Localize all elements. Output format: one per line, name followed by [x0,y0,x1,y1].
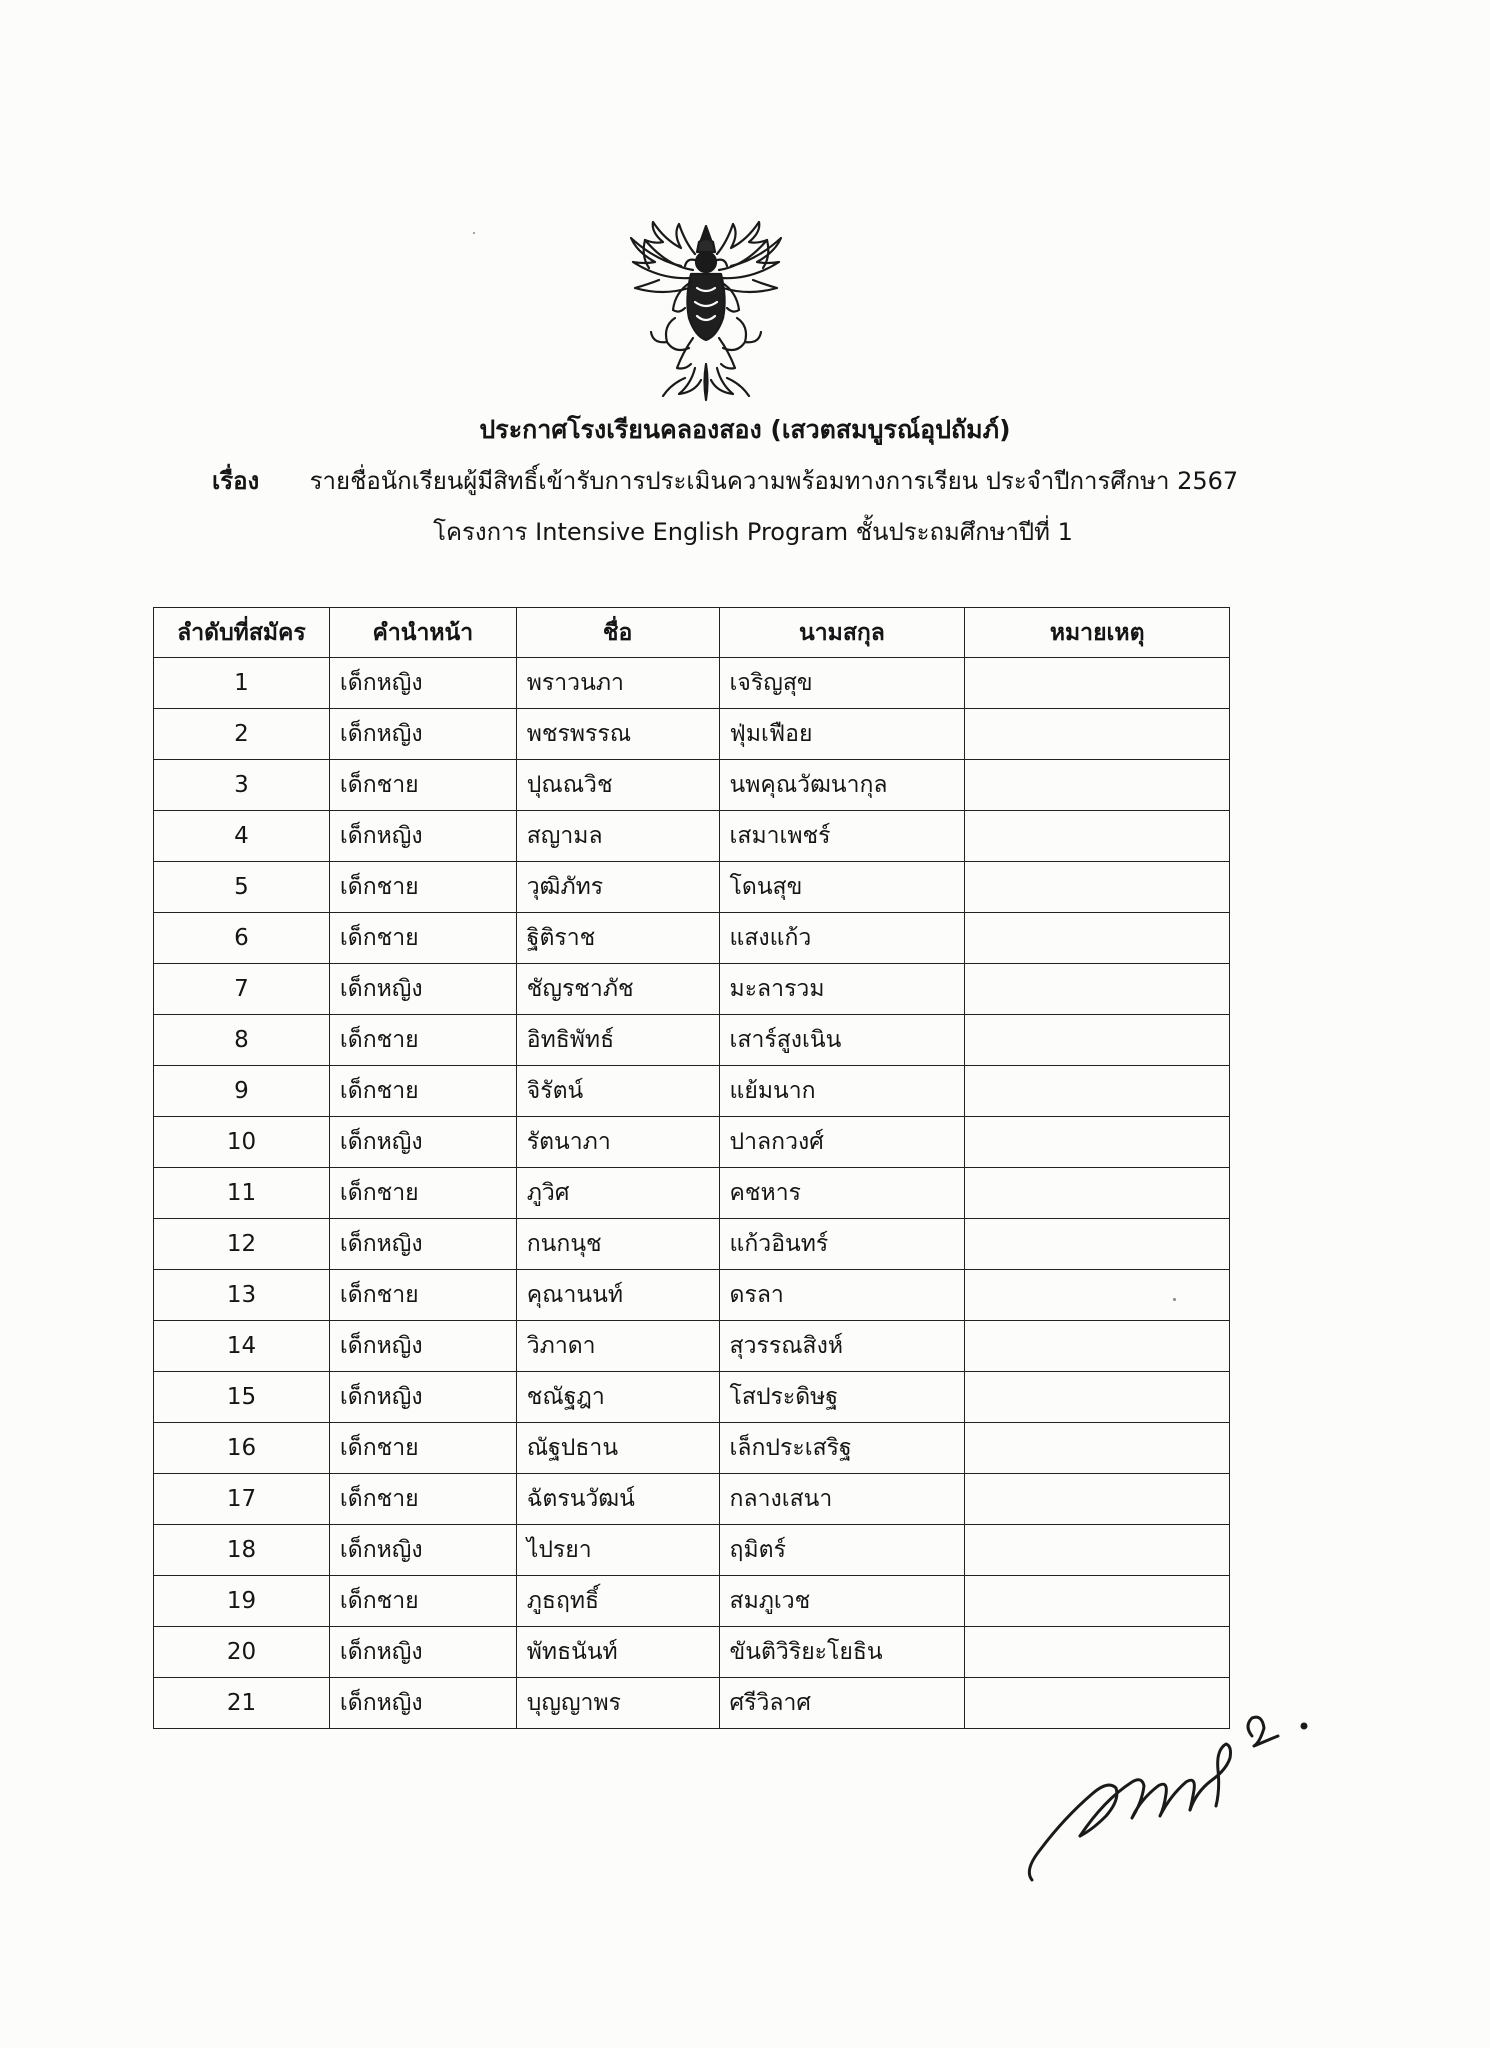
project-line: โครงการ Intensive English Program ชั้นประถมศึกษาปีที่ 1 [433,518,1073,546]
cell-remarks [965,964,1230,1015]
cell-remarks [965,1219,1230,1270]
cell-first-name: อิทธิพัทธ์ [516,1015,719,1066]
cell-first-name: ฉัตรนวัฒน์ [516,1474,719,1525]
cell-last-name: ปาลกวงศ์ [719,1117,965,1168]
cell-first-name: พชรพรรณ [516,709,719,760]
subject-row [212,461,1238,501]
table-row [154,1066,1230,1117]
cell-application-number: 17 [154,1474,330,1525]
cell-remarks [965,1525,1230,1576]
handwritten-signature [1020,1670,1330,1900]
cell-first-name: ฐิติราช [516,913,719,964]
subject-text: รายชื่อนักเรียนผู้มีสิทธิ์เข้ารับการประเมินความพร้อมทางการเรียน ประจำปีการศึกษา 2567 [309,467,1239,495]
cell-first-name: ภูวิศ [516,1168,719,1219]
header-remarks: หมายเหตุ [965,608,1230,658]
cell-application-number: 12 [154,1219,330,1270]
table-row [154,658,1230,709]
garuda-emblem-icon [615,218,797,403]
table-row [154,760,1230,811]
table-row [154,1321,1230,1372]
cell-application-number: 1 [154,658,330,709]
table-row [154,1270,1230,1321]
cell-prefix: เด็กชาย [329,913,516,964]
cell-prefix: เด็กหญิง [329,1627,516,1678]
cell-remarks [965,913,1230,964]
cell-prefix: เด็กหญิง [329,709,516,760]
cell-application-number: 11 [154,1168,330,1219]
cell-application-number: 14 [154,1321,330,1372]
cell-remarks [965,1066,1230,1117]
cell-prefix: เด็กหญิง [329,1525,516,1576]
cell-application-number: 21 [154,1678,330,1729]
cell-remarks [965,760,1230,811]
cell-last-name: สมภูเวช [719,1576,965,1627]
cell-application-number: 3 [154,760,330,811]
cell-prefix: เด็กหญิง [329,1678,516,1729]
cell-first-name: วุฒิภัทร [516,862,719,913]
cell-prefix: เด็กหญิง [329,1372,516,1423]
cell-first-name: วิภาดา [516,1321,719,1372]
cell-last-name: ศรีวิลาศ [719,1678,965,1729]
cell-application-number: 4 [154,811,330,862]
cell-last-name: ดรลา [719,1270,965,1321]
cell-first-name: ไปรยา [516,1525,719,1576]
cell-last-name: คชหาร [719,1168,965,1219]
cell-application-number: 19 [154,1576,330,1627]
cell-first-name: พราวนภา [516,658,719,709]
cell-last-name: แสงแก้ว [719,913,965,964]
subject-label: เรื่อง [212,467,260,495]
table-row [154,1525,1230,1576]
cell-remarks [965,811,1230,862]
cell-first-name: สญามล [516,811,719,862]
cell-last-name: แย้มนาก [719,1066,965,1117]
cell-prefix: เด็กชาย [329,1423,516,1474]
table-row [154,1576,1230,1627]
cell-last-name: โสประดิษฐ [719,1372,965,1423]
header-last-name: นามสกุล [719,608,965,658]
cell-remarks [965,1117,1230,1168]
cell-first-name: พัทธนันท์ [516,1627,719,1678]
table-row [154,1423,1230,1474]
cell-prefix: เด็กหญิง [329,964,516,1015]
cell-application-number: 13 [154,1270,330,1321]
cell-first-name: จิรัตน์ [516,1066,719,1117]
cell-prefix: เด็กชาย [329,1474,516,1525]
cell-first-name: บุญญาพร [516,1678,719,1729]
table-row [154,1474,1230,1525]
cell-last-name: เจริญสุข [719,658,965,709]
cell-prefix: เด็กชาย [329,1270,516,1321]
cell-prefix: เด็กหญิง [329,1321,516,1372]
cell-application-number: 10 [154,1117,330,1168]
table-row [154,964,1230,1015]
cell-remarks [965,658,1230,709]
table-header-row [154,608,1230,658]
cell-last-name: โดนสุข [719,862,965,913]
cell-remarks [965,862,1230,913]
cell-prefix: เด็กหญิง [329,658,516,709]
cell-remarks [965,1372,1230,1423]
cell-last-name: กลางเสนา [719,1474,965,1525]
cell-last-name: เสมาเพชร์ [719,811,965,862]
cell-prefix: เด็กชาย [329,1066,516,1117]
table-row [154,709,1230,760]
cell-last-name: สุวรรณสิงห์ [719,1321,965,1372]
cell-last-name: เสาร์สูงเนิน [719,1015,965,1066]
table-row [154,862,1230,913]
cell-first-name: ชัญรชาภัช [516,964,719,1015]
cell-first-name: กนกนุช [516,1219,719,1270]
cell-prefix: เด็กหญิง [329,1219,516,1270]
header-prefix: คำนำหน้า [329,608,516,658]
cell-first-name: ชณัฐฎา [516,1372,719,1423]
cell-prefix: เด็กหญิง [329,1117,516,1168]
scan-speck [1173,1298,1176,1301]
cell-remarks [965,1576,1230,1627]
cell-application-number: 20 [154,1627,330,1678]
cell-remarks [965,1015,1230,1066]
student-roster-table [153,607,1230,1729]
cell-prefix: เด็กหญิง [329,811,516,862]
cell-remarks [965,1321,1230,1372]
cell-application-number: 6 [154,913,330,964]
header-application-number: ลำดับที่สมัคร [154,608,330,658]
table-row [154,811,1230,862]
cell-remarks [965,1270,1230,1321]
header-first-name: ชื่อ [516,608,719,658]
cell-first-name: คุณานนท์ [516,1270,719,1321]
cell-remarks [965,1474,1230,1525]
cell-first-name: ณัฐปธาน [516,1423,719,1474]
table-row [154,1117,1230,1168]
cell-remarks [965,709,1230,760]
table-row [154,1015,1230,1066]
cell-first-name: ปุณณวิช [516,760,719,811]
cell-remarks [965,1168,1230,1219]
cell-prefix: เด็กชาย [329,760,516,811]
cell-last-name: ขันติวิริยะโยธิน [719,1627,965,1678]
cell-remarks [965,1423,1230,1474]
cell-application-number: 2 [154,709,330,760]
cell-last-name: ฟุ่มเฟือย [719,709,965,760]
cell-application-number: 15 [154,1372,330,1423]
cell-first-name: ภูธฤทธิ์ [516,1576,719,1627]
table-row [154,1219,1230,1270]
cell-last-name: ฤมิตร์ [719,1525,965,1576]
cell-application-number: 8 [154,1015,330,1066]
table-row [154,913,1230,964]
cell-application-number: 7 [154,964,330,1015]
cell-prefix: เด็กชาย [329,862,516,913]
cell-first-name: รัตนาภา [516,1117,719,1168]
cell-prefix: เด็กชาย [329,1576,516,1627]
cell-application-number: 9 [154,1066,330,1117]
announcement-title: ประกาศโรงเรียนคลองสอง (เสวตสมบูรณ์อุปถัมภ์) [479,415,1011,444]
cell-last-name: เล็กประเสริฐ [719,1423,965,1474]
cell-application-number: 5 [154,862,330,913]
cell-last-name: นพคุณวัฒนากุล [719,760,965,811]
cell-prefix: เด็กชาย [329,1168,516,1219]
cell-last-name: มะลารวม [719,964,965,1015]
cell-last-name: แก้วอินทร์ [719,1219,965,1270]
cell-application-number: 16 [154,1423,330,1474]
scan-speck [473,232,475,234]
table-row [154,1372,1230,1423]
table-row [154,1168,1230,1219]
cell-prefix: เด็กชาย [329,1015,516,1066]
cell-application-number: 18 [154,1525,330,1576]
